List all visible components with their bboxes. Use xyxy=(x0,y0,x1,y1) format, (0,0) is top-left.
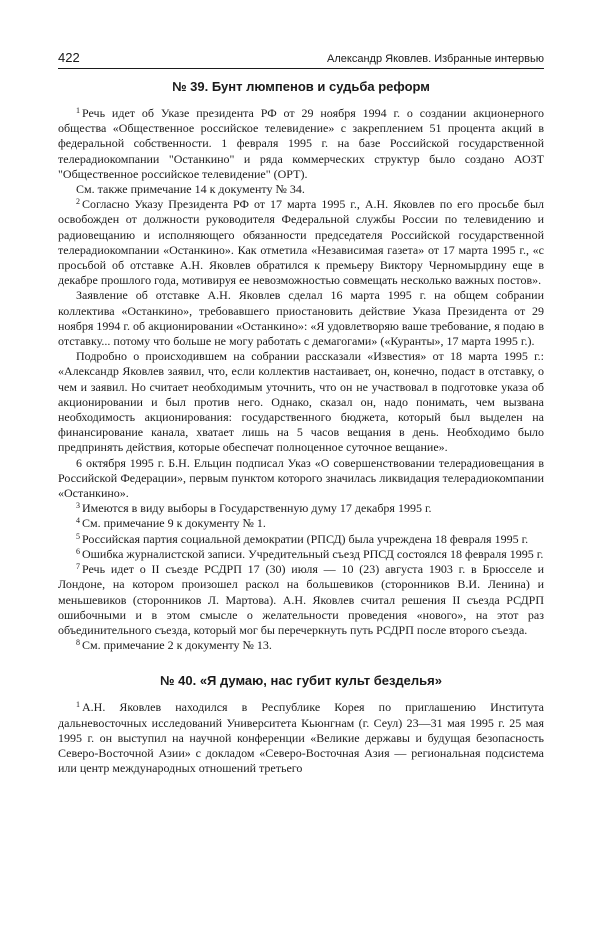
section-notes-40 xyxy=(58,700,544,776)
note-paragraph: См. также примечание 14 к документу № 34. xyxy=(76,182,305,197)
note-paragraph: $^7$ Речь идет о II съезде РСДРП 17 (30) июля — 10 (23) августа 1903 г. в Брюсселе и Лондоне, на котором произошел раскол на большевиков (сторонников В.И. Ленина) и меньшевиков (сторонников Л. Мартова). А.Н. Яковлев считал решения II съезда РСДРП ошибочными и в этом смысле о желательности проведения «нового», на этот раз объединительного съезда, который мог бы перечеркнуть путь РСДРП после второго съезда. xyxy=(58,562,544,637)
note-marker: 7 xyxy=(76,562,80,572)
note-paragraph: $^1$ А.Н. Яковлев находился в Республике Корея по приглашению Института дальневосточных исследований Университета Кьюнгнам (г. Сеул) 23—31 мая 1995 г. 25 мая 1995 г. он выступил на научной конференции «Великие державы и будущая безопасность Северо-Восточной Азии» с докладом «Северо-Восточная Азия — региональная подсистема или центр международных отношений третьего xyxy=(58,700,544,776)
note-paragraph: $^1$ Речь идет об Указе президента РФ от 29 ноября 1994 г. о создании акционерного общества «Общественное российское телевидение» с закреплением 51 процента акций в федеральной собственности. 1 февраля 1995 г. на базе Российской государственной телерадиокомпании "Останкино" и ряда коммерческих структур было создано АОЗТ "Общественное российское телевидение" (ОРТ). xyxy=(58,106,544,181)
note-paragraph: $^4$ См. примечание 9 к документу № 1. xyxy=(76,516,266,531)
note-marker: 2 xyxy=(76,197,80,207)
note-paragraph: Подробно о происходившем на собрании рассказали «Известия» от 18 марта 1995 г.: «Александр Яковлев заявил, что, если коллектив настаивает, он, конечно, подаст в отставку, о чем и заявил. Но считает необходимым уточнить, что он не участвовал в подготовке указа об акционировании и был против него. Однако, сказал он, надо понимать, чем вызвана необходимость акционирования: государственного бюджета, который был выделен на финансирование канала, хватает лишь на 5 часов вещания в день. Необходимо было предпринять действия, которые обеспечат полноценное суточное вещание». xyxy=(58,349,544,455)
note-marker: 5 xyxy=(76,531,80,541)
running-title: Александр Яковлев. Избранные интервью xyxy=(327,53,544,65)
note-marker: 6 xyxy=(76,546,80,556)
note-marker: 1 xyxy=(76,106,80,115)
section-notes-39 xyxy=(58,106,544,653)
note-paragraph: $^6$ Ошибка журналистской записи. Учредительный съезд РПСД состоялся 18 февраля 1995 г. xyxy=(76,546,544,561)
running-head xyxy=(58,50,544,69)
page-number: 422 xyxy=(58,50,80,65)
note-paragraph: $^2$ Согласно Указу Президента РФ от 17 марта 1995 г., А.Н. Яковлев по его просьбе был освобожден от должности руководителя Федеральной службы России по телевидению и радиовещанию и исполняющего обязанности председателя Российской государственной телерадиокомпании «Останкино». Как отметила «Независимая газета» от 17 марта 1995 г., «с просьбой об отставке А.Н. Яковлев обратился к премьеру Виктору Черномырдину еще в декабре прошлого года, мотивируя ее невозможностью совмещать несколько важных постов». xyxy=(58,197,544,288)
note-marker: 3 xyxy=(76,501,80,511)
note-marker: 8 xyxy=(76,638,80,648)
note-marker: 4 xyxy=(76,516,80,526)
note-paragraph: 6 октября 1995 г. Б.Н. Ельцин подписал Указ «О совершенствовании телерадиовещания в Российской Федерации», первым пунктом которого значилась ликвидация телерадиокомпании «Останкино». xyxy=(58,455,544,501)
section-title-40: № 40. «Я думаю, нас губит культ безделья» xyxy=(160,673,442,689)
note-paragraph: $^3$ Имеются в виду выборы в Государственную думу 17 декабря 1995 г. xyxy=(76,501,432,516)
note-paragraph: $^8$ См. примечание 2 к документу № 13. xyxy=(76,638,272,653)
note-marker: 1 xyxy=(76,700,80,710)
note-paragraph: $^5$ Российская партия социальной демократии (РПСД) была учреждена 18 февраля 1995 г. xyxy=(76,531,529,546)
page xyxy=(58,50,544,776)
note-paragraph: Заявление об отставке А.Н. Яковлев сделал 16 марта 1995 г. на общем собрании коллектива «Останкино», требовавшего приостановить действие Указа Президента от 29 ноября 1994 г. об акционировании «Останкино»: «Я удовлетворяю ваше требование, я подаю в отставку... потому что больше не могу работать с демагогами» («Куранты», 17 марта 1995 г.). xyxy=(58,288,544,349)
section-title-39: № 39. Бунт люмпенов и судьба реформ xyxy=(172,79,430,94)
